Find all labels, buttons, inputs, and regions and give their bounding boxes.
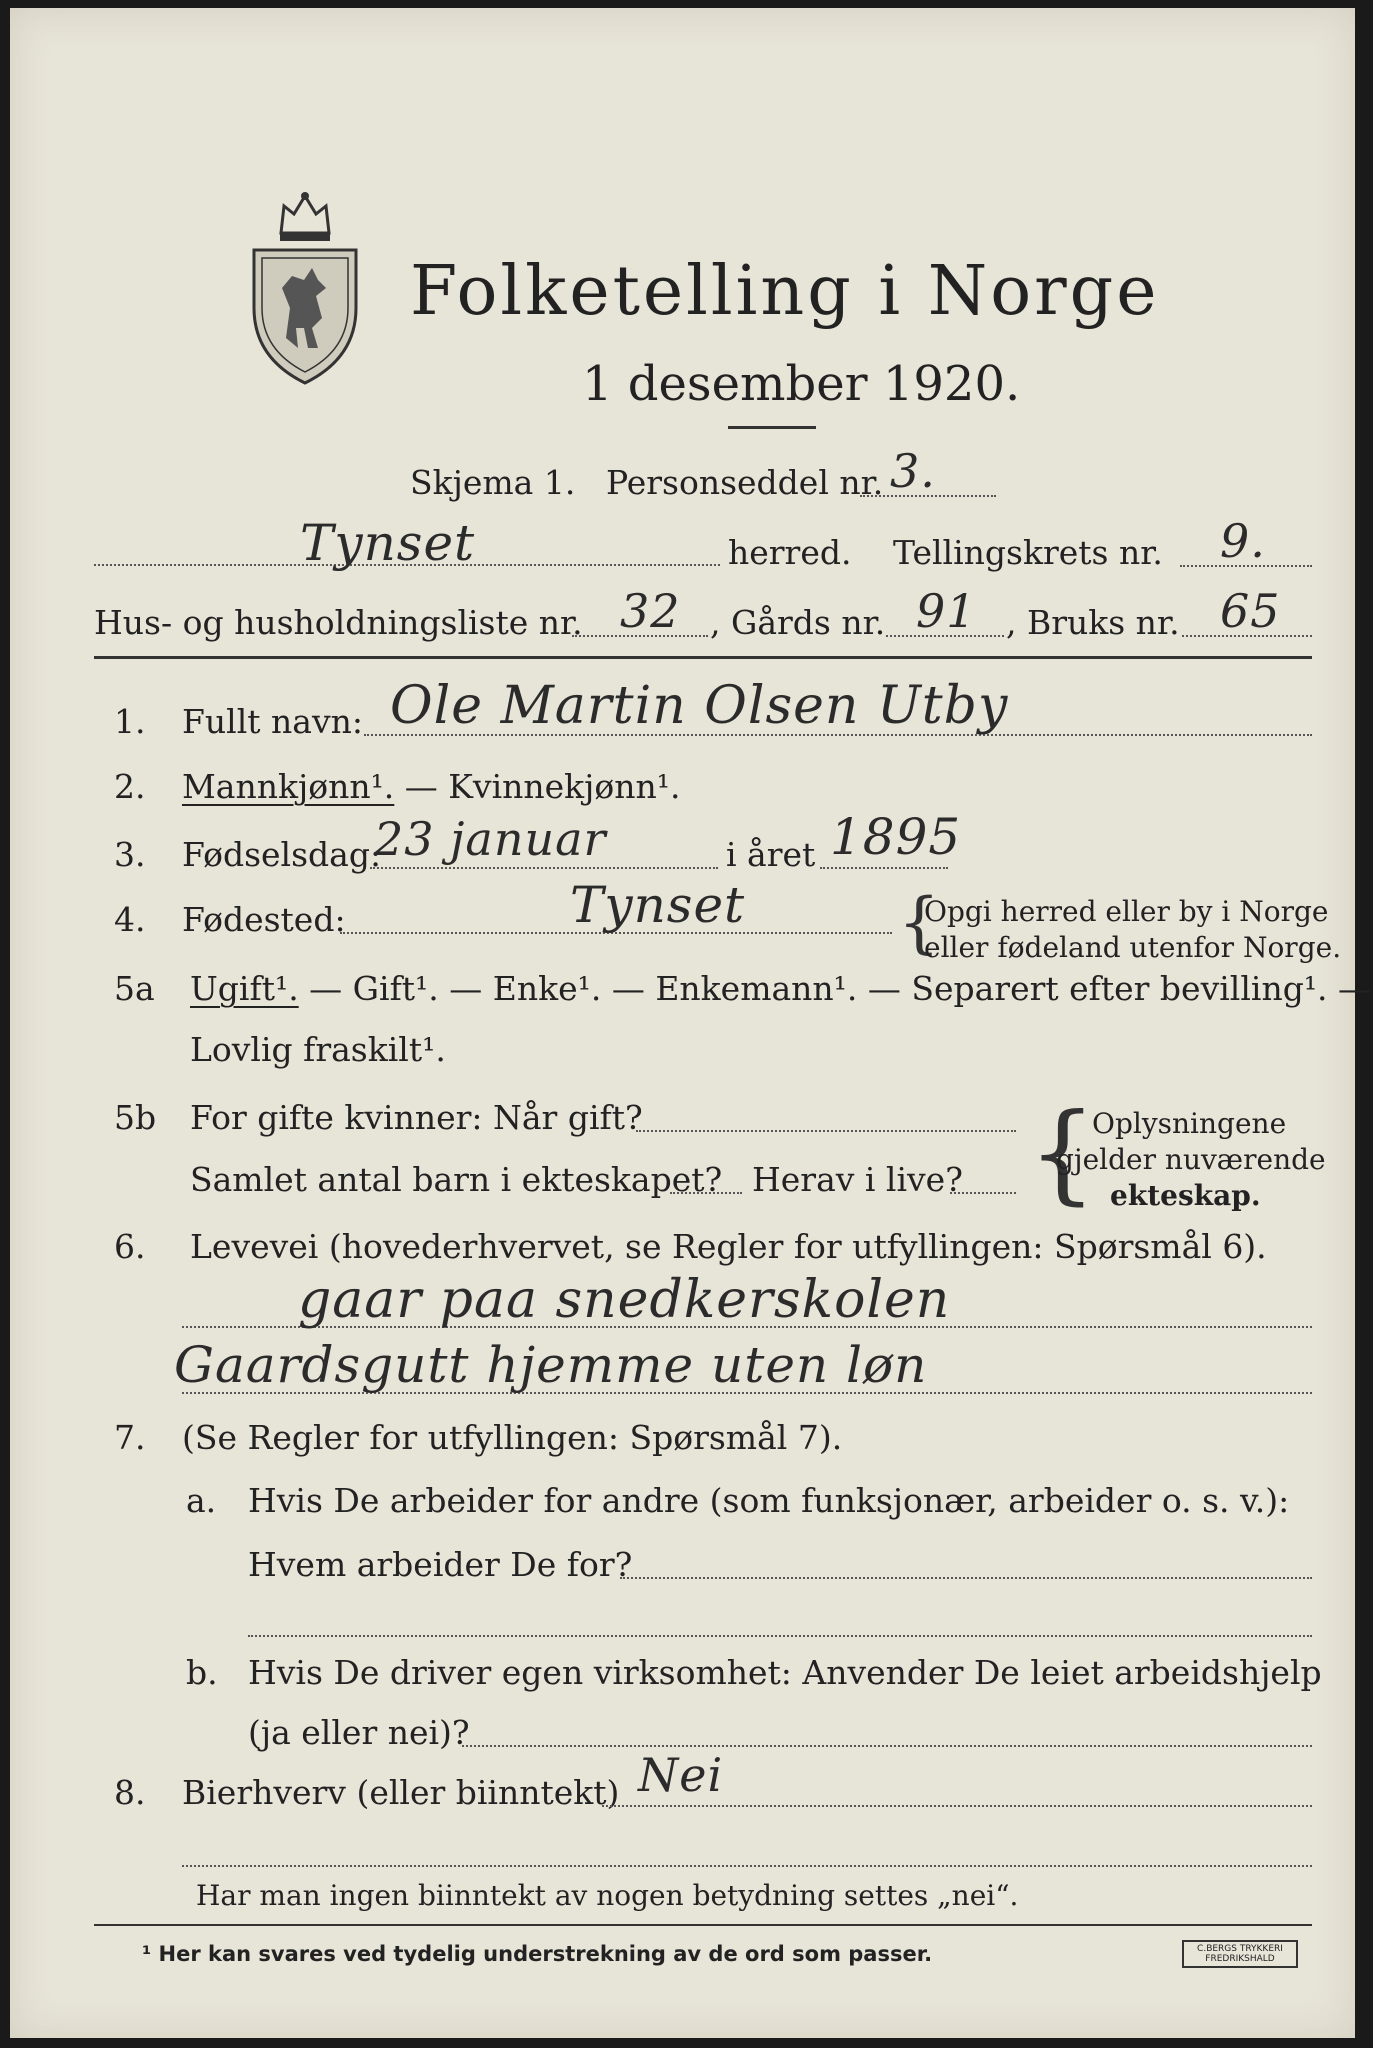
q3-year-value: 1895 [830,808,962,866]
q5b-note-1: Oplysningene [1092,1107,1287,1140]
personseddel-label: Personseddel nr. [606,463,884,502]
q7b-number: b. [186,1653,218,1692]
title-divider [728,426,816,429]
q8-line-2 [182,1865,1312,1867]
q7b-label-1: Hvis De driver egen virksomhet: Anvender De leiet arbeidshjelp [248,1653,1322,1692]
q5b-note-2: gjelder nuværende [1056,1143,1326,1176]
bruks-label: , Bruks nr. [1006,603,1180,642]
q4-value: Tynset [570,876,746,934]
q7b-label-2: (ja eller nei)? [248,1713,470,1752]
q4-number: 4. [114,900,146,939]
form-date: 1 desember 1920. [582,356,1021,412]
q5b-married-line [636,1130,1016,1132]
q6-number: 6. [114,1227,146,1266]
q8-value: Nei [638,1748,724,1802]
q8-note: Har man ingen biinntekt av nogen betydning settes „nei“. [196,1879,1019,1912]
herred-label: herred. [728,533,852,572]
q5a-ugift-option: Ugift¹. [190,969,299,1008]
q4-brace: { [898,884,940,961]
q2-number: 2. [114,767,146,806]
footnote: ¹ Her kan svares ved tydelig understrekning av de ord som passer. [142,1942,933,1966]
q3-year-label: i året [726,835,816,874]
q3-date-line [370,867,718,869]
q5b-alive-line [950,1192,1016,1194]
q7a-label-1: Hvis De arbeider for andre (som funksjonær, arbeider o. s. v.): [248,1481,1290,1520]
q8-line-1 [602,1805,1312,1807]
q7a-line-2 [248,1635,1312,1637]
q5b-number: 5b [114,1098,157,1137]
q4-note-1: Opgi herred eller by i Norge [924,895,1329,928]
q7a-label-2: Hvem arbeider De for? [248,1545,633,1584]
q6-label: Levevei (hovederhvervet, se Regler for utfyllingen: Spørsmål 6). [190,1227,1267,1266]
q3-number: 3. [114,835,146,874]
coat-of-arms-icon [246,188,364,388]
q2-options [182,767,681,806]
printer-stamp: C.BERGS TRYKKERI FREDRIKSHALD [1182,1940,1298,1968]
q7a-line-1 [620,1577,1312,1579]
herred-value: Tynset [300,514,476,572]
q2-female-option: Kvinnekjønn¹. [448,767,681,806]
q3-year-line [820,867,948,869]
census-form [10,8,1372,2038]
q5b-label-3: Herav i live? [752,1160,963,1199]
tellingskrets-label: Tellingskrets nr. [893,533,1163,572]
gards-label: , Gårds nr. [710,603,886,642]
tellingskrets-value: 9. [1220,514,1266,568]
gards-value: 91 [916,584,977,638]
form-title: Folketelling i Norge [410,252,1160,331]
q2-male-option: Mannkjønn¹. [182,767,395,806]
q5a-options [190,969,1372,1008]
q3-label: Fødselsdag: [182,835,382,874]
q5b-label-1: For gifte kvinner: Når gift? [190,1098,643,1137]
q3-value: 23 januar [374,812,607,866]
q2-separator: — [394,767,449,806]
q8-label: Bierhverv (eller biinntekt) [182,1773,620,1812]
schema-label: Skjema 1. [410,463,576,502]
q7a-number: a. [186,1481,217,1520]
q7b-line [462,1745,1312,1747]
q7-number: 7. [114,1418,146,1457]
q6-value-2: Gaardsgutt hjemme uten løn [174,1336,928,1394]
q4-note-2: eller fødeland utenfor Norge. [924,931,1342,964]
q7-label: (Se Regler for utfyllingen: Spørsmål 7). [182,1418,843,1457]
q1-number: 1. [114,702,146,741]
q5a-other-options: — Gift¹. — Enke¹. — Enkemann¹. — Separert efter bevilling¹. — [298,969,1372,1008]
footer-rule [94,1924,1312,1926]
hus-value: 32 [620,584,681,638]
q4-label: Fødested: [182,900,346,939]
q5b-brace: { [1028,1091,1097,1216]
header-rule [94,656,1312,659]
q6-value-1: gaar paa snedkerskolen [298,1270,951,1330]
q5a-line2: Lovlig fraskilt¹. [190,1030,446,1069]
q8-number: 8. [114,1773,146,1812]
q1-label: Fullt navn: [182,702,363,741]
personseddel-value: 3. [890,444,936,498]
q5a-number: 5a [114,969,155,1008]
q5b-children-line [670,1192,742,1194]
q5b-note-3: ekteskap. [1110,1179,1261,1212]
hus-label: Hus- og husholdningsliste nr. [94,603,583,642]
bruks-value: 65 [1220,584,1281,638]
q1-value: Ole Martin Olsen Utby [390,676,1009,736]
q5b-label-2: Samlet antal barn i ekteskapet? [190,1160,723,1199]
